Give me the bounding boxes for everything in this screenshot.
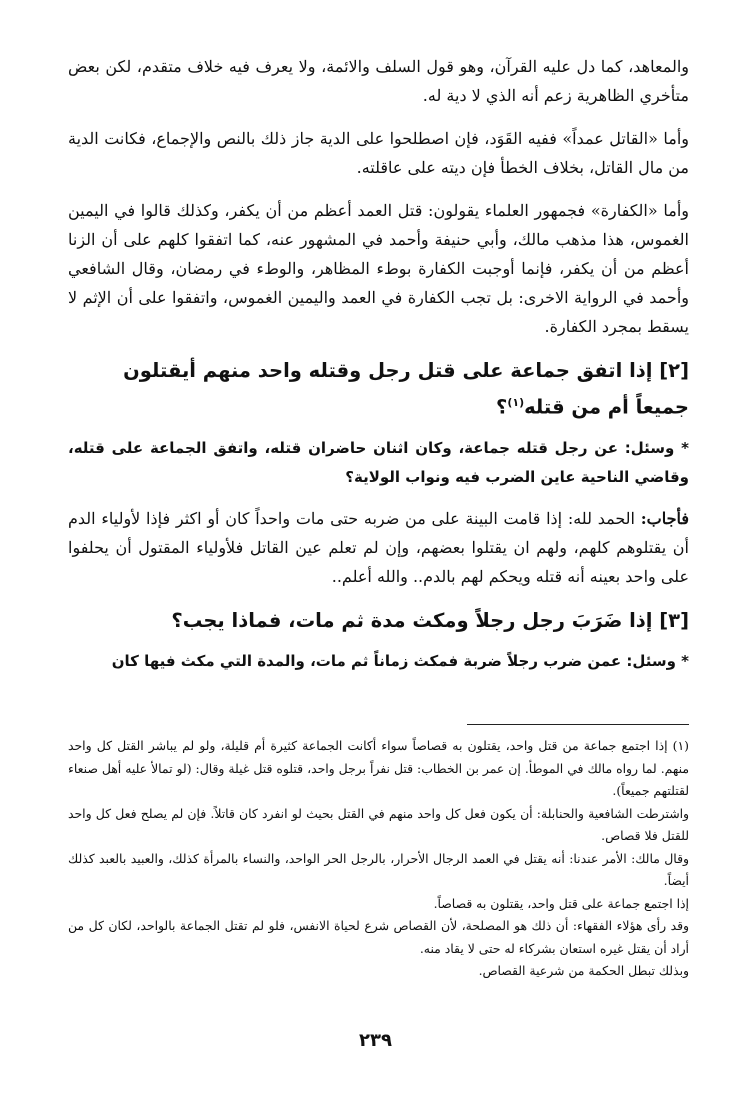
heading-end: ؟ xyxy=(496,395,508,419)
footnote-line: (١) إذا اجتمع جماعة من قتل واحد، يقتلون به قصاصاً سواء أكانت الجماعة كثيرة أم قليلة، ولو لم يباشر القتل كل واحد منهم. لما رواه مالك في الموطأ. إن عمر بن الخطاب: قتل نفراً برجل واحد، قتلوه قتل غيلة وقال: (لو تمالأ عليه أهل صنعاء لقتلتهم جميعاً). xyxy=(68,738,689,798)
footnote-line: وبذلك تبطل الحكمة من شرعية القصاص. xyxy=(478,963,689,978)
section-heading-3: [٣] إذا ضَرَبَ رجل رجلاً ومكث مدة ثم مات، فماذا يجب؟ xyxy=(171,608,689,632)
paragraph: وأما «الكفارة» فجمهور العلماء يقولون: قتل العمد أعظم من أن يكفر، وكذلك قالوا في اليمين الغموس، هذا مذهب مالك، وأبي حنيفة وأحمد في المشهور عنه، كما اتفقوا كلهم على أن الزنا أعظم من أن يكفر، فإنما أوجبت الكفارة بوطء المظاهر، والوطء في رمضان، وقال الشافعي وأحمد في الرواية الاخرى: بل تجب الكفارة في العمد واليمين الغموس، واتفقوا على أن الإثم لا يسقط بمجرد الكفارة. xyxy=(68,201,690,336)
paragraph: والمعاهد، كما دل عليه القرآن، وهو قول السلف والائمة، ولا يعرف فيه خلاف متقدم، لكن بعض متأخري الظاهرية زعم أنه الذي لا دية له. xyxy=(68,57,690,105)
answer-text: الحمد لله: إذا قامت البينة على من ضربه حتى مات واحداً كان أو اكثر فإذا لأولياء الدم أن يقتلوهم كلهم، ولهم ان يقتلوا بعضهم، وإن لم تعلم عين القاتل فلأولياء المقتول أن يحلفوا على واحد بعينه أنه قتله ويحكم لهم بالدم.. والله أعلم.. xyxy=(68,508,689,586)
paragraph: وأما «القاتل عمداً» ففيه القَوَد، فإن اصطلحوا على الدية جاز ذلك بالنص والإجماع، فكانت الدية من مال القاتل، بخلاف الخطأ فإن ديته على عاقلته. xyxy=(68,129,689,177)
footnotes xyxy=(68,735,689,983)
footnote-marker: (١) xyxy=(507,396,525,409)
heading-text: [٢] إذا اتفق جماعة على قتل رجل وقتله واحد منهم أيقتلون جميعاً أم من قتله xyxy=(123,359,689,419)
footnote-line: واشترطت الشافعية والحنابلة: أن يكون فعل كل واحد منهم في القتل بحيث لو انفرد كان قاتلاً. فإن لم يصلح فعل كل واحد للقتل فلا قصاص. xyxy=(68,805,689,843)
main-text xyxy=(68,52,689,688)
section-heading-2 xyxy=(68,355,689,424)
question: * وسئل: عمن ضرب رجلاً ضربة فمكث زماناً ثم مات، والمدة التي مكث فيها كان xyxy=(111,651,689,670)
footnote-line: وقال مالك: الأمر عندنا: أنه يقتل في العمد الرجال الأحرار، بالرجل الحر الواحد، والنساء بالمرأة كذلك، والعبيد بالعبد كذلك أيضاً. xyxy=(68,850,689,888)
page-number: ٢٣٩ xyxy=(359,1030,392,1051)
footnote-divider xyxy=(467,724,689,725)
answer-lead: فأجاب: xyxy=(640,508,689,528)
footnote-line: إذا اجتمع جماعة على قتل واحد، يقتلون به قصاصاً. xyxy=(433,895,689,911)
answer xyxy=(68,504,689,591)
question: * وسئل: عن رجل قتله جماعة، وكان اثنان حاضران قتله، واتفق الجماعة على قتله، وقاضي الناحية عاين الضرب فيه ونواب الولاية؟ xyxy=(68,438,689,486)
footnote-line: وقد رأى هؤلاء الفقهاء: أن ذلك هو المصلحة، لأن القصاص شرع لحياة الانفس، فلو لم تقتل الجماعة بالواحد، لكان كل من أراد أن يقتل غيره استعان بشركاء له حتى لا يقاد منه. xyxy=(68,918,689,956)
